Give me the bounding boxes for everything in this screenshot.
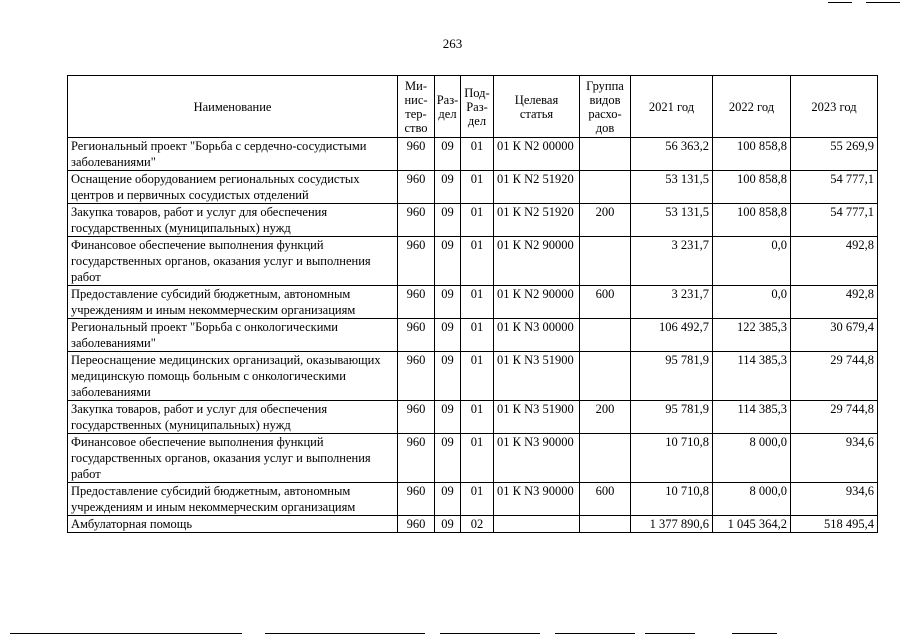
cell-target-article: 01 К N3 51900 — [494, 401, 580, 434]
header-name: Наименование — [68, 76, 398, 138]
table-row — [68, 171, 878, 204]
cell-target-article: 01 К N2 90000 — [494, 237, 580, 286]
cell-2021: 3 231,7 — [631, 237, 713, 286]
cell-2022: 8 000,0 — [713, 483, 791, 516]
cell-target-article: 01 К N3 51900 — [494, 352, 580, 401]
cell-2021: 10 710,8 — [631, 434, 713, 483]
top-edge-mark — [828, 2, 852, 3]
header-subsection: Под- Раз- дел — [461, 76, 494, 138]
cell-section: 09 — [435, 483, 461, 516]
cell-2022: 0,0 — [713, 237, 791, 286]
cell-expense-group: 200 — [580, 401, 631, 434]
cell-2023: 55 269,9 — [791, 138, 878, 171]
cell-2022: 100 858,8 — [713, 138, 791, 171]
cell-ministry: 960 — [398, 204, 435, 237]
cell-name: Закупка товаров, работ и услуг для обеспечения государственных (муниципальных) нужд — [68, 401, 398, 434]
cell-subsection: 01 — [461, 237, 494, 286]
cell-2022: 114 385,3 — [713, 401, 791, 434]
cell-2023: 29 744,8 — [791, 401, 878, 434]
cell-name: Предоставление субсидий бюджетным, автономным учреждениям и иным некоммерческим организациям — [68, 286, 398, 319]
table-row — [68, 319, 878, 352]
cell-section: 09 — [435, 138, 461, 171]
cell-name: Финансовое обеспечение выполнения функций государственных органов, оказания услуг и выполнения работ — [68, 237, 398, 286]
cell-expense-group: 600 — [580, 483, 631, 516]
cell-ministry: 960 — [398, 401, 435, 434]
header-2022: 2022 год — [713, 76, 791, 138]
cell-ministry: 960 — [398, 286, 435, 319]
footer-rule — [645, 633, 695, 634]
cell-2021: 53 131,5 — [631, 204, 713, 237]
cell-2022: 114 385,3 — [713, 352, 791, 401]
cell-section: 09 — [435, 204, 461, 237]
cell-name: Закупка товаров, работ и услуг для обеспечения государственных (муниципальных) нужд — [68, 204, 398, 237]
cell-section: 09 — [435, 237, 461, 286]
cell-subsection: 01 — [461, 434, 494, 483]
footer-rule — [440, 633, 540, 634]
cell-2023: 492,8 — [791, 237, 878, 286]
cell-subsection: 01 — [461, 483, 494, 516]
cell-2021: 95 781,9 — [631, 352, 713, 401]
cell-ministry: 960 — [398, 434, 435, 483]
page-number: 263 — [442, 36, 463, 51]
cell-2023: 29 744,8 — [791, 352, 878, 401]
table-row — [68, 401, 878, 434]
table-header-row — [68, 76, 878, 138]
budget-table — [67, 75, 878, 533]
cell-section: 09 — [435, 516, 461, 533]
cell-expense-group — [580, 434, 631, 483]
cell-section: 09 — [435, 434, 461, 483]
cell-expense-group: 600 — [580, 286, 631, 319]
cell-ministry: 960 — [398, 237, 435, 286]
cell-expense-group — [580, 516, 631, 533]
cell-name: Предоставление субсидий бюджетным, автономным учреждениям и иным некоммерческим организациям — [68, 483, 398, 516]
cell-name: Переоснащение медицинских организаций, оказывающих медицинскую помощь больным с онкологическими заболеваниями — [68, 352, 398, 401]
cell-subsection: 02 — [461, 516, 494, 533]
cell-2021: 3 231,7 — [631, 286, 713, 319]
header-target-article: Целевая статья — [494, 76, 580, 138]
cell-2022: 100 858,8 — [713, 204, 791, 237]
cell-target-article — [494, 516, 580, 533]
footer-rule — [10, 633, 242, 634]
table-row — [68, 483, 878, 516]
cell-ministry: 960 — [398, 319, 435, 352]
table-row — [68, 516, 878, 533]
cell-expense-group — [580, 138, 631, 171]
cell-ministry: 960 — [398, 138, 435, 171]
cell-2023: 54 777,1 — [791, 204, 878, 237]
cell-subsection: 01 — [461, 319, 494, 352]
cell-name: Амбулаторная помощь — [68, 516, 398, 533]
header-section: Раз- дел — [435, 76, 461, 138]
cell-2021: 10 710,8 — [631, 483, 713, 516]
cell-2021: 56 363,2 — [631, 138, 713, 171]
cell-2023: 934,6 — [791, 483, 878, 516]
cell-target-article: 01 К N2 51920 — [494, 204, 580, 237]
table-row — [68, 286, 878, 319]
cell-target-article: 01 К N3 90000 — [494, 483, 580, 516]
cell-section: 09 — [435, 319, 461, 352]
cell-subsection: 01 — [461, 401, 494, 434]
cell-target-article: 01 К N3 00000 — [494, 319, 580, 352]
cell-2021: 106 492,7 — [631, 319, 713, 352]
cell-expense-group — [580, 352, 631, 401]
cell-2023: 54 777,1 — [791, 171, 878, 204]
cell-name: Региональный проект "Борьба с онкологическими заболеваниями" — [68, 319, 398, 352]
cell-expense-group — [580, 319, 631, 352]
table-row — [68, 237, 878, 286]
header-2023: 2023 год — [791, 76, 878, 138]
header-expense-group: Группа видов расхо- дов — [580, 76, 631, 138]
cell-target-article: 01 К N2 00000 — [494, 138, 580, 171]
cell-section: 09 — [435, 286, 461, 319]
cell-ministry: 960 — [398, 483, 435, 516]
cell-subsection: 01 — [461, 138, 494, 171]
cell-section: 09 — [435, 401, 461, 434]
cell-ministry: 960 — [398, 352, 435, 401]
cell-2023: 30 679,4 — [791, 319, 878, 352]
cell-expense-group: 200 — [580, 204, 631, 237]
cell-subsection: 01 — [461, 286, 494, 319]
cell-2022: 0,0 — [713, 286, 791, 319]
cell-section: 09 — [435, 171, 461, 204]
cell-ministry: 960 — [398, 516, 435, 533]
footer-rule — [732, 633, 777, 634]
cell-2023: 518 495,4 — [791, 516, 878, 533]
cell-target-article: 01 К N3 90000 — [494, 434, 580, 483]
cell-target-article: 01 К N2 51920 — [494, 171, 580, 204]
cell-2023: 934,6 — [791, 434, 878, 483]
cell-2022: 1 045 364,2 — [713, 516, 791, 533]
cell-name: Финансовое обеспечение выполнения функций государственных органов, оказания услуг и выполнения работ — [68, 434, 398, 483]
cell-subsection: 01 — [461, 352, 494, 401]
cell-2021: 53 131,5 — [631, 171, 713, 204]
table-row — [68, 352, 878, 401]
cell-2022: 100 858,8 — [713, 171, 791, 204]
cell-expense-group — [580, 237, 631, 286]
table-row — [68, 138, 878, 171]
cell-2022: 122 385,3 — [713, 319, 791, 352]
cell-target-article: 01 К N2 90000 — [494, 286, 580, 319]
table-row — [68, 204, 878, 237]
cell-2021: 95 781,9 — [631, 401, 713, 434]
footer-rule — [265, 633, 425, 634]
cell-2021: 1 377 890,6 — [631, 516, 713, 533]
footer-rule — [555, 633, 635, 634]
header-2021: 2021 год — [631, 76, 713, 138]
table-row — [68, 434, 878, 483]
header-ministry: Ми- нис- тер- ство — [398, 76, 435, 138]
cell-subsection: 01 — [461, 171, 494, 204]
top-edge-mark — [866, 2, 900, 3]
cell-subsection: 01 — [461, 204, 494, 237]
cell-section: 09 — [435, 352, 461, 401]
cell-name: Оснащение оборудованием региональных сосудистых центров и первичных сосудистых отделений — [68, 171, 398, 204]
cell-name: Региональный проект "Борьба с сердечно-сосудистыми заболеваниями" — [68, 138, 398, 171]
cell-2023: 492,8 — [791, 286, 878, 319]
cell-expense-group — [580, 171, 631, 204]
cell-2022: 8 000,0 — [713, 434, 791, 483]
cell-ministry: 960 — [398, 171, 435, 204]
